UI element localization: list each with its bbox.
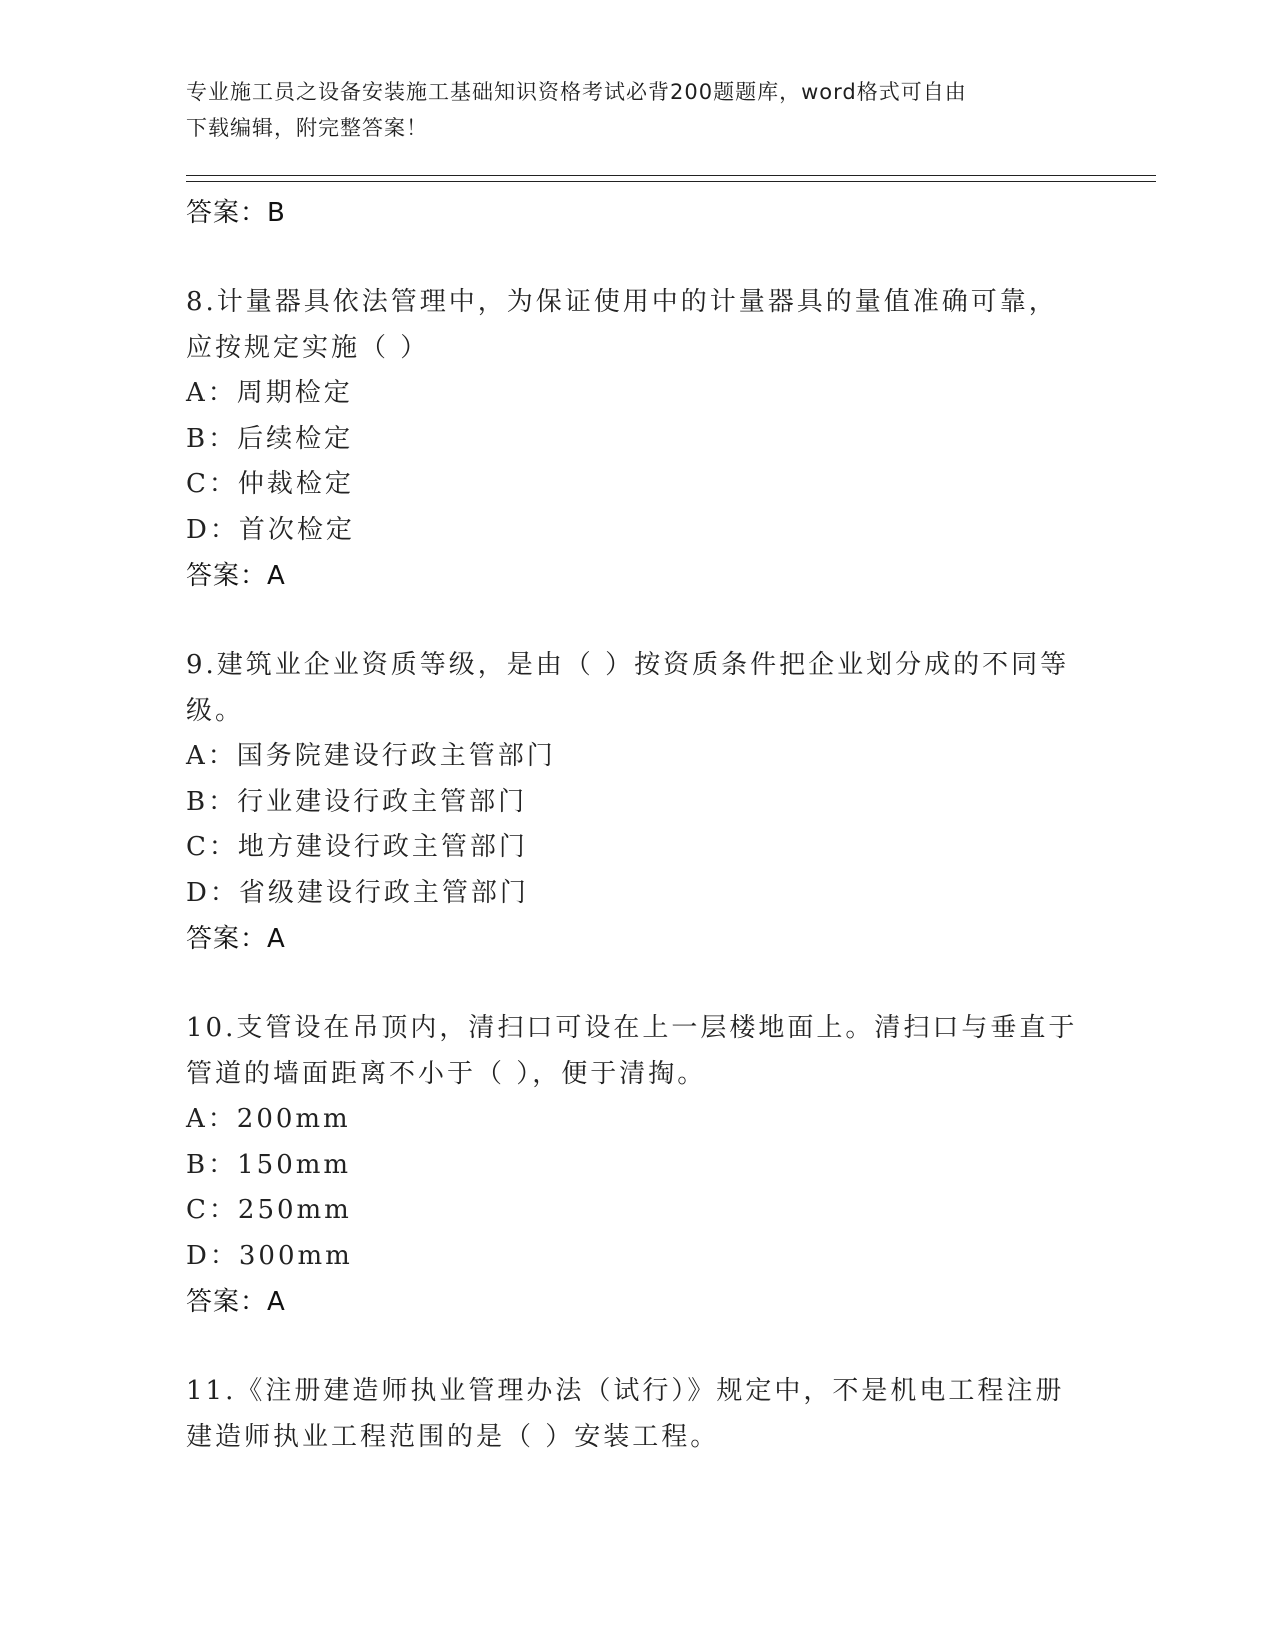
option-letter: D： (186, 1240, 239, 1271)
option-letter: B： (186, 1149, 238, 1180)
question-8 (186, 279, 1086, 599)
option-text: 后续检定 (237, 423, 354, 454)
spacer (186, 1325, 1086, 1368)
option-c (186, 1188, 1086, 1234)
previous-question-answer: 答案：B (186, 198, 286, 228)
header-divider-top (186, 175, 1156, 176)
question-stem-line: 管道的墙面距离不小于（ ），便于清掏。 (186, 1059, 707, 1089)
option-text: 150mm (237, 1149, 352, 1180)
option-text: 250mm (237, 1195, 352, 1225)
header-line-1: 专业施工员之设备安装施工基础知识资格考试必背200题题库，word格式可自由 (186, 80, 967, 104)
option-text: 行业建设行政主管部门 (237, 786, 528, 817)
option-d (186, 508, 1086, 554)
option-d (186, 1234, 1086, 1280)
question-11 (186, 1368, 1086, 1460)
option-a (186, 734, 1086, 780)
spacer (186, 599, 1086, 642)
header-divider-bottom (186, 181, 1156, 182)
question-stem-line: 级。 (186, 696, 245, 726)
question-stem-line: 9.建筑业企业资质等级，是由（ ）按资质条件把企业划分成的不同等 (186, 650, 1070, 680)
option-c (186, 825, 1086, 871)
option-letter: D： (186, 514, 239, 545)
question-stem-line: 应按规定实施（ ） (186, 333, 430, 363)
option-text: 地方建设行政主管部门 (237, 832, 528, 862)
option-b (186, 780, 1086, 826)
option-a (186, 371, 1086, 417)
option-letter: A： (186, 378, 237, 408)
option-letter: C： (186, 1195, 238, 1225)
option-text: 300mm (238, 1240, 353, 1271)
option-letter: B： (186, 423, 238, 454)
option-text: 省级建设行政主管部门 (238, 877, 529, 908)
question-stem-line: 11.《注册建造师执业管理办法（试行）》规定中，不是机电工程注册 (186, 1376, 1065, 1406)
option-b (186, 1143, 1086, 1189)
option-letter: C： (186, 469, 238, 499)
question-answer: 答案：A (186, 924, 286, 954)
option-d (186, 871, 1086, 917)
spacer (186, 962, 1086, 1005)
option-text: 200mm (236, 1104, 351, 1134)
option-text: 仲裁检定 (237, 469, 354, 499)
question-stem-line: 建造师执业工程范围的是（ ）安装工程。 (186, 1422, 720, 1452)
document-header (186, 74, 1066, 146)
question-9 (186, 642, 1086, 962)
option-letter: A： (186, 1104, 237, 1134)
header-line-2: 下载编辑，附完整答案！ (186, 116, 428, 140)
spacer (186, 236, 1086, 279)
question-stem-line: 10.支管设在吊顶内，清扫口可设在上一层楼地面上。清扫口与垂直于 (186, 1013, 1078, 1043)
option-text: 首次检定 (238, 514, 355, 545)
option-text: 国务院建设行政主管部门 (236, 741, 556, 771)
option-letter: B： (186, 786, 238, 817)
option-a (186, 1097, 1086, 1143)
question-stem-line: 8.计量器具依法管理中，为保证使用中的计量器具的量值准确可靠， (186, 287, 1058, 317)
question-answer: 答案：A (186, 561, 286, 591)
question-10 (186, 1005, 1086, 1325)
option-text: 周期检定 (236, 378, 353, 408)
question-answer: 答案：A (186, 1287, 286, 1317)
option-letter: C： (186, 832, 238, 862)
option-letter: A： (186, 741, 237, 771)
option-c (186, 462, 1086, 508)
option-b (186, 417, 1086, 463)
option-letter: D： (186, 877, 239, 908)
question-list (186, 190, 1086, 1460)
